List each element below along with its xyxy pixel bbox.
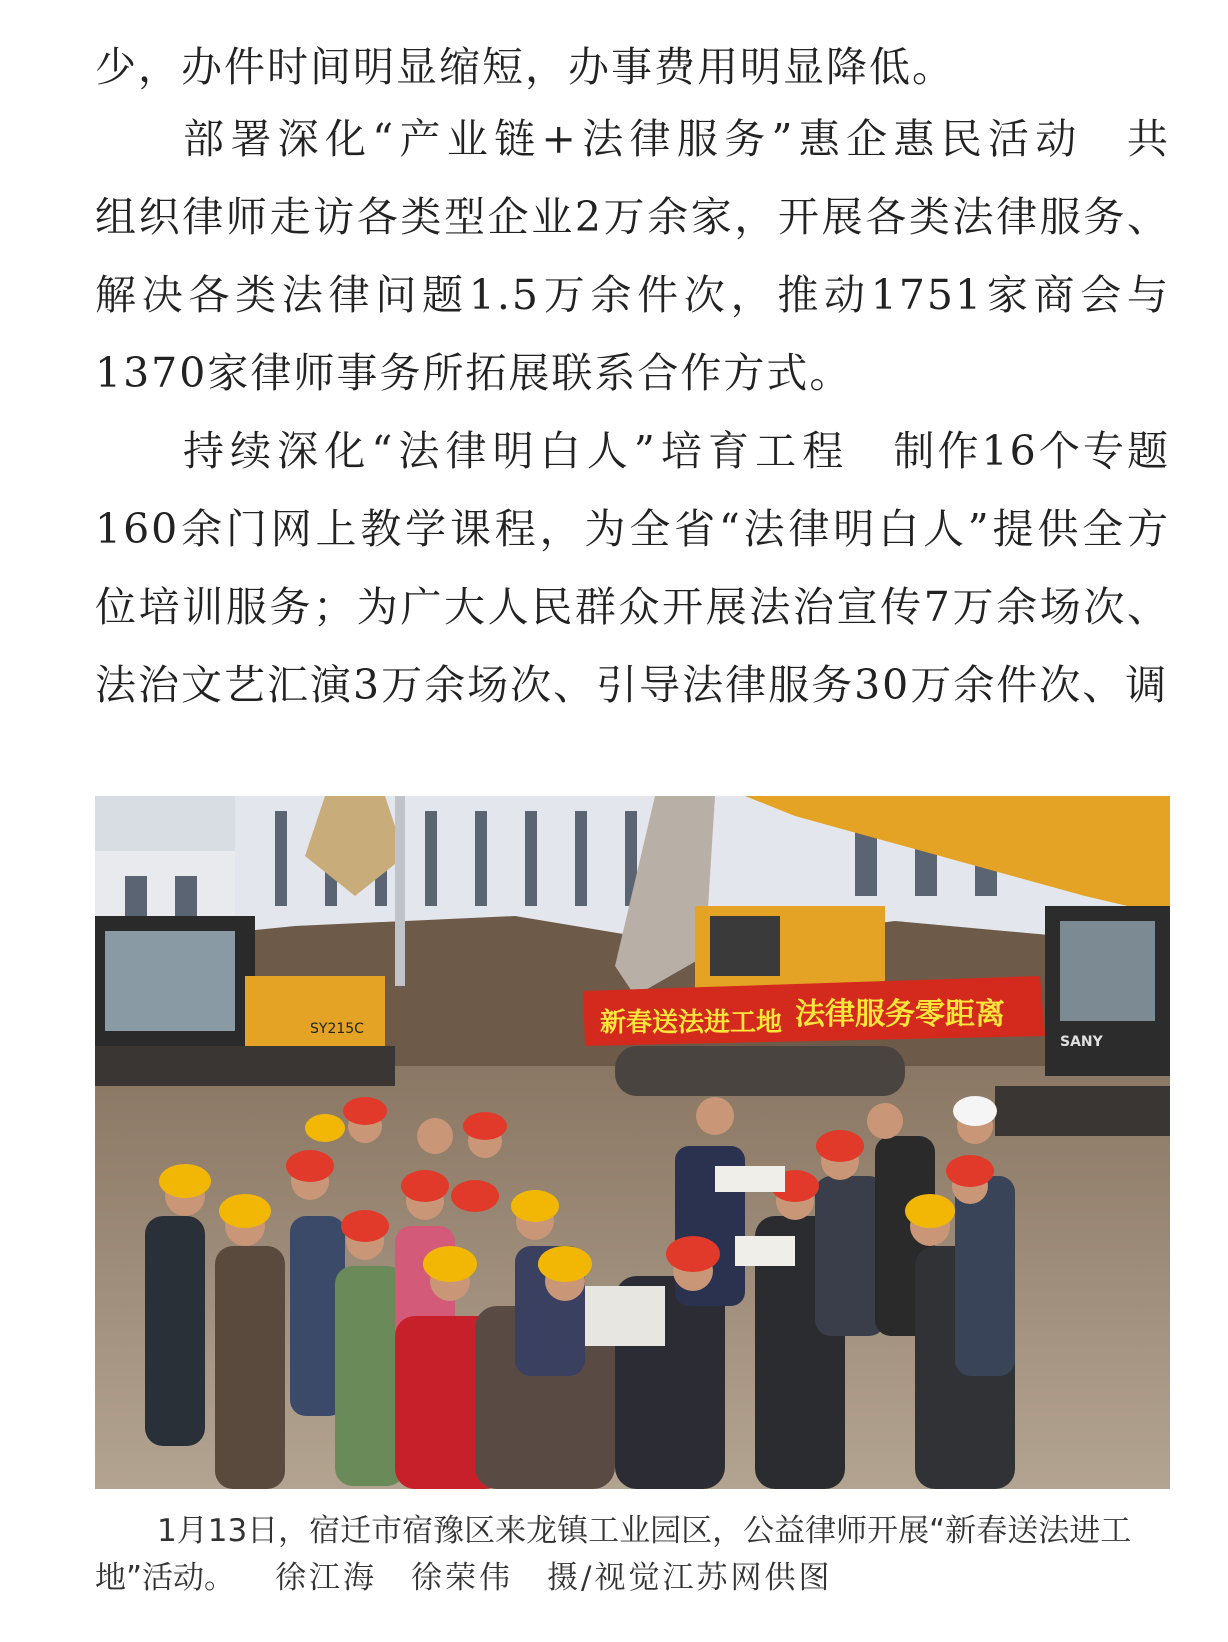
- photo-caption: [95, 1508, 1170, 1602]
- p2-gap: [849, 427, 893, 475]
- news-photo: [95, 796, 1170, 1489]
- p1-heading: 部署深化“产业链+法律服务”惠企惠民活动: [183, 115, 1083, 163]
- brand-label: SANY: [1060, 1034, 1103, 1050]
- p1-body: 共组织律师走访各类型企业2万余家，开展各类法律服务、解决各类法律问题1.5万余件次，推动1751家商会与1370家律师事务所拓展联系合作方式。: [95, 115, 1170, 397]
- paragraph-2: [95, 412, 1170, 724]
- pole: [395, 796, 405, 986]
- paragraph-1: [95, 100, 1170, 412]
- p2-heading: 持续深化“法律明白人”培育工程: [183, 427, 850, 475]
- p0-text: 少，办件时间明显缩短，办事费用明显降低。: [95, 43, 955, 91]
- photo-illustration: [95, 796, 1170, 1489]
- p2-body: 制作16个专题160余门网上教学课程，为全省“法律明白人”提供全方位培训服务；为广大人民群众开展法治宣传7万余场次、法治文艺汇演3万余场次、引导法律服务30万余件次、调: [95, 427, 1170, 709]
- banner-left-text: 新春送法进工地: [600, 1008, 783, 1038]
- machine-model-label: SY215C: [310, 1021, 364, 1037]
- paragraph-0: [95, 28, 1170, 106]
- caption-credit: 徐江海 徐荣伟 摄/视觉江苏网供图: [275, 1560, 833, 1596]
- caption-text: 1月13日，宿迁市宿豫区来龙镇工业园区，公益律师开展“新春送法进工地”活动。: [95, 1513, 1132, 1596]
- banner-right-text: 法律服务零距离: [795, 997, 1005, 1032]
- p1-gap: [1083, 115, 1127, 163]
